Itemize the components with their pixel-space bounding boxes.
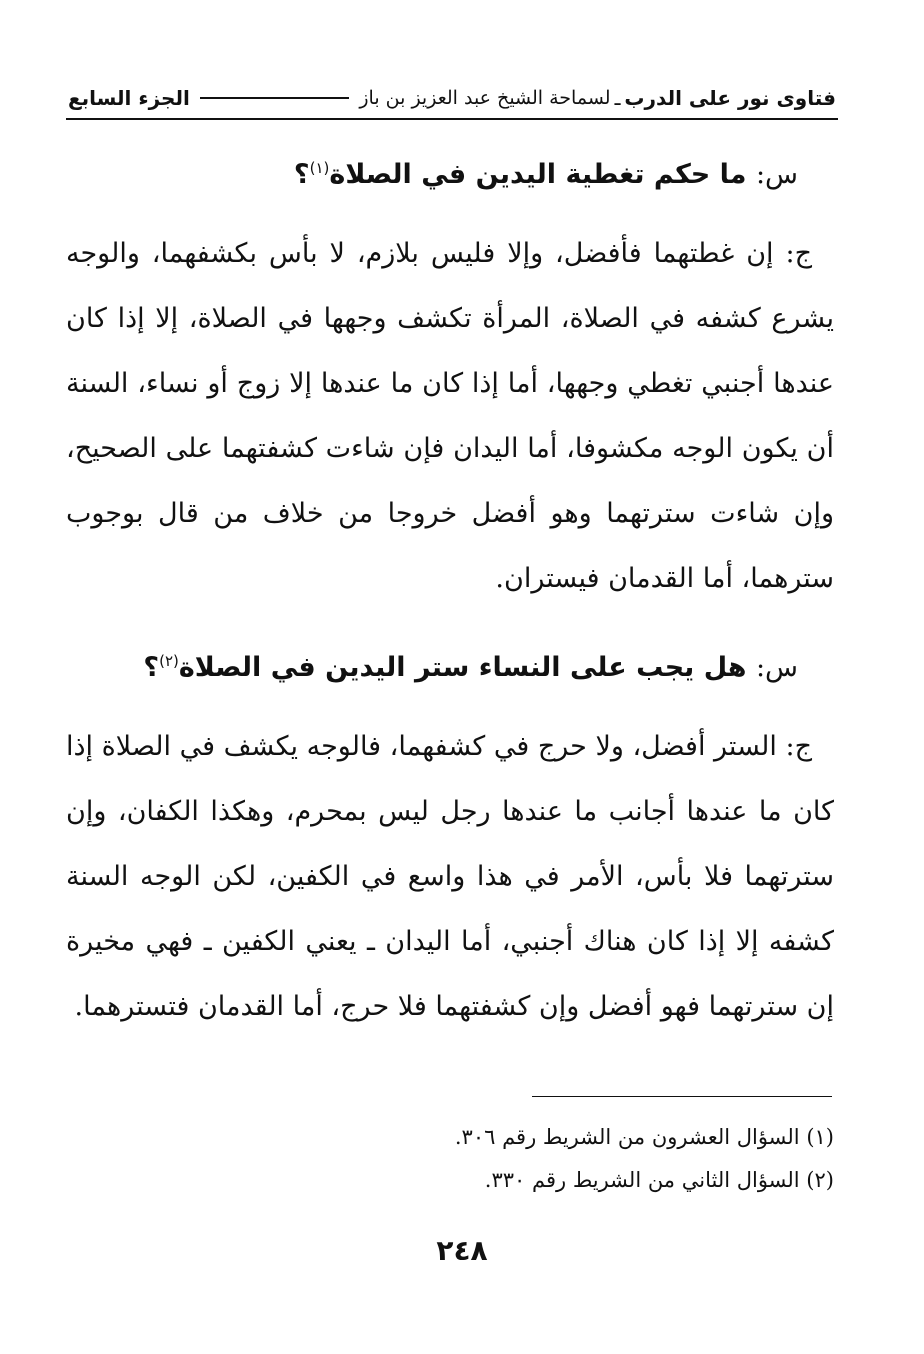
- footnote-mark: (١): [309, 159, 330, 177]
- running-header: [68, 80, 836, 116]
- question-2: [66, 625, 834, 704]
- footnote-mark: (٢): [159, 652, 179, 670]
- footnote-separator: [532, 1096, 832, 1097]
- page-number: ٢٤٨: [436, 1234, 488, 1267]
- answer-2: [66, 714, 834, 1039]
- question-mark: ؟: [293, 159, 310, 190]
- footnote-2: (٢) السؤال الثاني من الشريط رقم ٣٣٠.: [484, 1168, 834, 1192]
- page-body: [66, 132, 834, 1053]
- question-prefix: س:: [755, 159, 798, 190]
- question-text: ما حكم تغطية اليدين في الصلاة: [329, 159, 747, 190]
- answer-text: ج: الستر أفضل، ولا حرج في كشفهما، فالوجه يكشف في الصلاة إذا كان ما عندها أجانب ما عندها رجل ليس بمحرم، وهكذا الكفان، وإن سترتهما فلا بأس، الأمر في هذا واسع في الكفين، لكن الوجه السنة كشفه إلا إذا كان هناك أجنبي، أما اليدان ـ يعني الكفين ـ فهي مخيرة إن سترتهما فهو أفضل وإن كشفتهما فلا حرج، أما القدمان فتسترهما.: [65, 731, 834, 1022]
- question-prefix: س:: [755, 652, 798, 683]
- footnote-1: (١) السؤال العشرون من الشريط رقم ٣٠٦.: [454, 1125, 834, 1149]
- volume-label: الجزء السابع: [68, 86, 190, 110]
- answer-1: [66, 221, 834, 611]
- footnotes: [74, 1116, 834, 1202]
- question-1: [66, 132, 834, 211]
- question-text: هل يجب على النساء ستر اليدين في الصلاة: [178, 652, 747, 683]
- book-title: فتاوى نور على الدرب: [624, 86, 836, 110]
- header-separator: ـ: [614, 86, 621, 110]
- answer-text: ج: إن غطتهما فأفضل، وإلا فليس بلازم، لا بأس بكشفهما، والوجه يشرع كشفه في الصلاة، المرأة تكشف وجهها في الصلاة، إلا إذا كان عندها أجنبي تغطي وجهها، أما إذا كان ما عندها إلا زوج أو نساء، السنة أن يكون الوجه مكشوفا، أما اليدان فإن شاءت كشفتهما على الصحيح، وإن شاءت سترتهما وهو أفضل خروجا من خلاف من قال بوجوب سترهما، أما القدمان فيستران.: [66, 238, 834, 594]
- header-dash-line: [200, 97, 350, 99]
- question-mark: ؟: [143, 652, 160, 683]
- header-rule: [66, 118, 838, 120]
- author-line: لسماحة الشيخ عبد العزيز بن باز: [359, 87, 611, 109]
